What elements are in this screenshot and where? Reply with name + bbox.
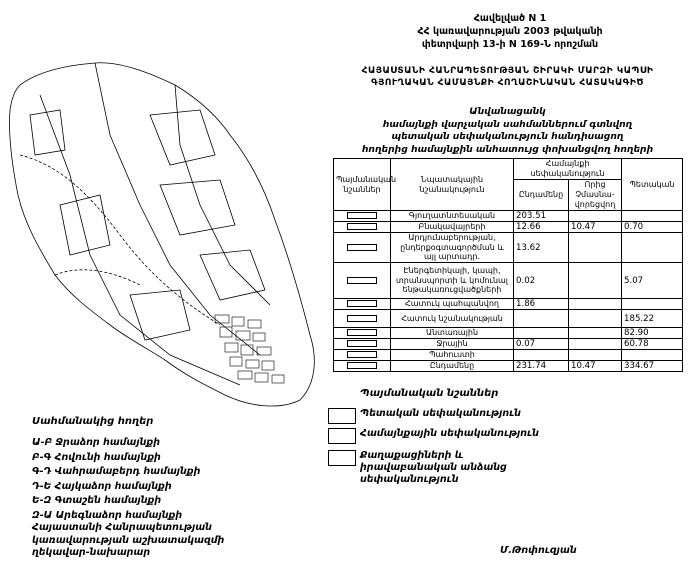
legend-swatch	[347, 315, 377, 322]
row-state	[622, 299, 683, 310]
neighbors-list	[32, 436, 200, 524]
table-title: Անվանացանկ համայնքի վարչական սահմաններում գտնվող պետական սեփականություն հանդիսացող հողերից համայնքին անհատույց փոխանցվող հողերի	[361, 106, 654, 155]
parcel-line	[60, 195, 110, 255]
legend-swatch-cell	[334, 328, 391, 339]
parcel-line	[130, 290, 190, 340]
parcel-line	[150, 110, 215, 165]
annex-header	[400, 12, 620, 51]
row-of-which	[569, 211, 622, 222]
row-of-which	[569, 328, 622, 339]
row-of-which	[569, 233, 622, 263]
legend-swatch-cell	[334, 350, 391, 361]
table-row	[334, 361, 683, 372]
header-name: Նպատակային նշանակություն	[391, 159, 514, 211]
parcel-line	[160, 180, 235, 235]
legend-swatch-cell	[334, 222, 391, 233]
row-name: Անտառային	[391, 328, 514, 339]
row-total: 13.62	[514, 233, 569, 263]
legend-title: Պայմանական նշաններ	[360, 388, 499, 399]
legend-swatch	[328, 408, 356, 424]
table-row	[334, 350, 683, 361]
header-legend: Պայմանական նշաններ	[334, 159, 391, 211]
neighbor-item: Ա-Բ Ջրաձոր համայնքի	[32, 437, 160, 448]
village-blocks	[215, 315, 284, 383]
parcel-line	[200, 250, 265, 300]
neighbor-item: Ե-Զ Գտաշեն համայնքի	[32, 495, 162, 507]
table-row	[334, 310, 683, 328]
row-state: 82.90	[622, 328, 683, 339]
community-boundary	[9, 63, 314, 406]
row-state: 334.67	[622, 361, 683, 372]
row-name: Պահուստի	[391, 350, 514, 361]
signatory-name: Մ.Թոփուզյան	[500, 545, 577, 556]
legend-swatch-cell	[334, 299, 391, 310]
legend-swatch	[347, 329, 377, 336]
header-of-which: Որից Չմասնա-վորեցվող	[569, 180, 622, 211]
header-total: Ընդամենը	[514, 180, 569, 211]
annex-line: փետրվարի 13-ի N 169-Ն որոշման	[421, 39, 599, 50]
row-name: Ջրային	[391, 339, 514, 350]
legend-swatch	[347, 212, 377, 219]
row-total: 203.51	[514, 211, 569, 222]
row-state: 60.78	[622, 339, 683, 350]
legend-swatch	[347, 351, 377, 358]
land-map	[0, 55, 325, 410]
row-of-which: 10.47	[569, 222, 622, 233]
legend-swatch-cell	[334, 361, 391, 372]
legend-swatch-cell	[334, 211, 391, 222]
legend-swatch-cell	[334, 263, 391, 299]
row-name: Հատուկ պահպանվող	[391, 299, 514, 310]
row-of-which: 10.47	[569, 361, 622, 372]
neighbor-item: Դ-Ե Հայկաձոր համայնքի	[32, 480, 172, 492]
legend-swatch	[347, 223, 377, 230]
legend-swatch	[347, 340, 377, 347]
row-state: 5.07	[622, 263, 683, 299]
table-row	[334, 263, 683, 299]
row-name: Բնակավայրերի	[391, 222, 514, 233]
row-name: Արդյունաբերության, ընդերքօգտագործման և այլ արտադր.	[391, 233, 514, 263]
legend-swatch-cell	[334, 233, 391, 263]
road-line	[40, 95, 240, 385]
legend-swatch	[328, 428, 356, 444]
document-title: ՀԱՅԱՍՏԱՆԻ ՀԱՆՐԱՊԵՏՈՒԹՅԱՆ ՇԻՐԱԿԻ ՄԱՐԶԻ ԿԱՊՍԻ ԳՅՈՒՂԱԿԱՆ ՀԱՄԱՅՆՔԻ ՀՈՂԱՇԻՆԱԿԱՆ ՀԱՏԱԿԱԳԻԾ	[361, 66, 654, 88]
neighbor-item: Զ-Ա Արեգնաձոր համայնքի	[32, 509, 183, 521]
row-total: 0.07	[514, 339, 569, 350]
row-total: 1.86	[514, 299, 569, 310]
legend-swatch	[347, 244, 377, 251]
signatory-title: Հայաստանի Հանրապետության կառավարության աշխատակազմի ղեկավար-նախարար	[32, 522, 225, 558]
row-total	[514, 328, 569, 339]
table-row	[334, 299, 683, 310]
land-table	[333, 158, 683, 372]
legend-swatch-cell	[334, 339, 391, 350]
row-state: 0.70	[622, 222, 683, 233]
legend-swatch	[328, 450, 356, 466]
row-total: 231.74	[514, 361, 569, 372]
table-row	[334, 211, 683, 222]
road-line	[175, 85, 270, 305]
row-of-which	[569, 350, 622, 361]
stream-line	[20, 155, 220, 325]
table-row	[334, 328, 683, 339]
row-state: 185.22	[622, 310, 683, 328]
header-state: Պետական	[622, 159, 683, 211]
row-state	[622, 211, 683, 222]
legend-swatch	[347, 300, 377, 307]
table-row	[334, 222, 683, 233]
row-name: Գյուղատնտեսական	[391, 211, 514, 222]
legend-swatch	[347, 277, 377, 284]
annex-number: Հավելված N 1	[473, 13, 547, 24]
row-of-which	[569, 299, 622, 310]
legend-swatch	[347, 362, 377, 369]
row-state	[622, 350, 683, 361]
table-row	[334, 233, 683, 263]
row-total: 0.02	[514, 263, 569, 299]
neighbor-item: Բ-Գ Հովունի համայնքի	[32, 451, 161, 463]
row-total	[514, 310, 569, 328]
row-name: Ընդամենը	[391, 361, 514, 372]
neighbors-title: Սահմանակից հողեր	[32, 416, 154, 427]
legend-swatch-cell	[334, 310, 391, 328]
row-of-which	[569, 339, 622, 350]
table-row	[334, 339, 683, 350]
row-of-which	[569, 263, 622, 299]
road-line	[95, 63, 260, 355]
header-community: Համայնքի սեփականություն	[514, 159, 622, 180]
row-state	[622, 233, 683, 263]
row-name: Հատուկ նշանակության	[391, 310, 514, 328]
row-total: 12.66	[514, 222, 569, 233]
stream-line	[55, 270, 140, 285]
annex-line: ՀՀ կառավարության 2003 թվականի	[417, 26, 603, 37]
row-total	[514, 350, 569, 361]
row-name: Էներգետիկայի, կապի, տրանսպորտի և կոմունալ ենթակառուցվածքների	[391, 263, 514, 299]
row-of-which	[569, 310, 622, 328]
neighbor-item: Գ-Դ Վահրամաբերդ համայնքի	[32, 466, 201, 478]
